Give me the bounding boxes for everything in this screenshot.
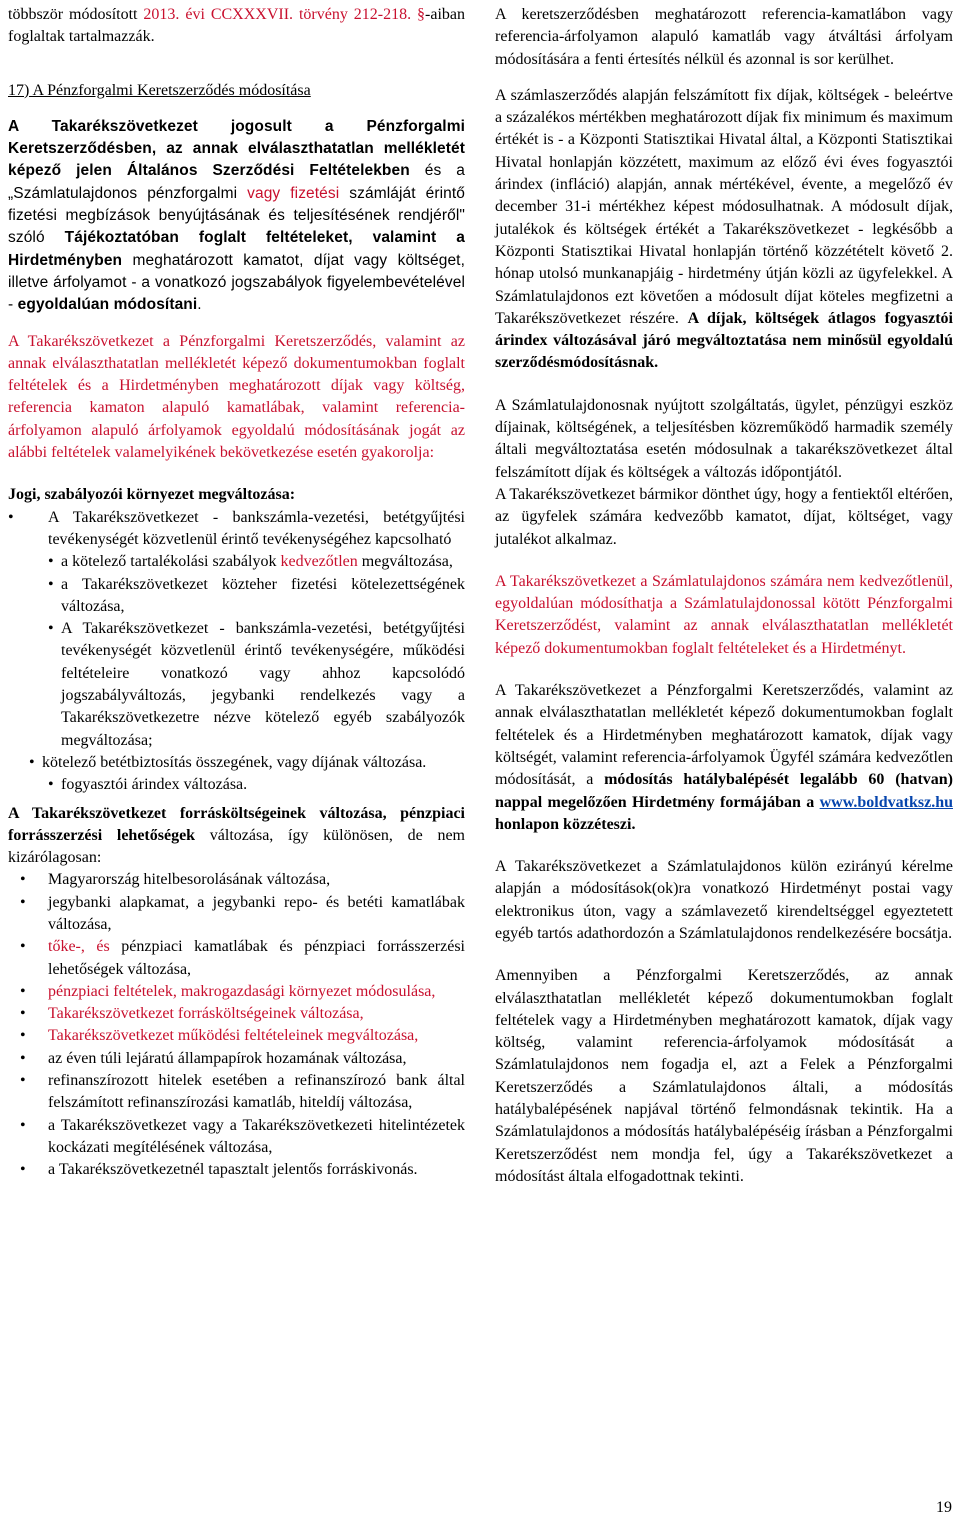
non-unfavourable-paragraph: A Takarékszövetkezet a Számlatulajdonos számára nem kedvezőtlenül, egyoldalúan módosíthatja a Számlatulajdonossal kötött Pénzforgalmi Keretszerződést, valamint az annak elválaszthatatlan mellékletét képező dokumentumokban foglalt feltételeket és a Hirdetményt. bbox=[495, 572, 953, 657]
bullet-icon: • bbox=[20, 1005, 26, 1023]
bullet-icon: • bbox=[20, 1116, 26, 1134]
list-item bbox=[8, 574, 465, 619]
list-item bbox=[8, 869, 465, 891]
list-item-text: pénzpiaci kamatlábak és pénzpiaci forrásszerzési lehetőségek változása, bbox=[48, 938, 465, 978]
list-item-text: jegybanki alapkamat, a jegybanki repo- és betéti kamatlábak változása, bbox=[48, 893, 465, 933]
list-item-text: a kötelező tartalékolási szabályok bbox=[61, 553, 281, 571]
bullet-icon: • bbox=[20, 893, 26, 911]
termination-paragraph: Amennyiben a Pénzforgalmi Keretszerződés, az annak elválaszthatatlan mellékletét képező dokumentumokban foglalt feltételek vagy a Hirdetményben meghatározott kamatok, díjak vagy költség, valamint referencia-árfolyamok módosítását a Számlatulajdonos nem fogadja el, azt a Felek a Pénzforgalmi Keretszerződés a Számlatulajdonos általi, a módosítás hatálybalépésének napjával történő felmondásnak tekintik. Ha a Számlatulajdonos a módosítás hatálybalépéséig írásban a Pénzforgalmi Keretszerződést nem mondja fel, úgy a Takarékszövetkezet a módosítást általa elfogadottnak tekinti. bbox=[495, 967, 953, 1185]
p1-part-d: számláját érintő fizetési megbízások benyújtásának és teljesítésének rendjéről" szóló bbox=[8, 184, 465, 247]
list-item-text: Magyarország hitelbesorolásának változása, bbox=[48, 871, 331, 889]
favourable-paragraph: A Takarékszövetkezet bármikor dönthet úgy, hogy a fentiektől eltérően, az ügyfelek számára kedvezőbb kamatot, díjat, költséget, vagy jutalékot alkalmaz. bbox=[495, 485, 953, 548]
p1-part-a: A Takarékszövetkezet jogosult a Pénzforgalmi Keretszerződésben, az annak elválaszthatatlan mellékletét képező jelen Általános Szerződési Feltételekben bbox=[8, 117, 465, 180]
list-item-text: refinanszírozott hitelek esetében a refinanszírozó bank által felszámított refinanszírozási kamatláb, hiteldíj változása, bbox=[48, 1072, 465, 1112]
p1-part-g: egyoldalúan módosítani bbox=[17, 296, 198, 314]
funding-bold: A Takarékszövetkezet forrásköltségeinek változása, pénzpiaci forrásszerzési lehetőségek bbox=[8, 804, 465, 844]
publication-text-end: honlapon közzéteszi. bbox=[495, 815, 636, 833]
list-item-text: A Takarékszövetkezet - bankszámla-vezetési, betétgyűjtési tevékenységét közvetlenül érintő tevékenységére, működési feltételeire vonatkozó vagy ahhoz kapcsolódó jogszabályváltozás, jegybanki rendelkezés vagy a Takarékszövetkezetre nézve kötelező egyéb szabályozók megváltozása; bbox=[61, 620, 465, 749]
list-item-text-red: Takarékszövetkezet működési feltételeinek megváltozása, bbox=[48, 1027, 419, 1045]
bullet-icon: • bbox=[20, 1072, 26, 1090]
list-item-text: a Takarékszövetkezetnél tapasztalt jelentős forráskivonás. bbox=[48, 1161, 418, 1179]
list-item bbox=[8, 936, 465, 981]
publication-text-bold: módosítás hatálybalépését legalább 60 (hatvan) nappal megelőzően Hirdetmény formájában a bbox=[495, 771, 953, 811]
list-item-text: A Takarékszövetkezet - bankszámla-vezetési, betétgyűjtési tevékenységét közvetlenül érintő tevékenységéhez kapcsolható bbox=[48, 508, 465, 548]
list-item bbox=[8, 1003, 465, 1025]
bullet-icon: • bbox=[48, 776, 54, 794]
list-item-text-red: Takarékszövetkezet forrásköltségeinek változása, bbox=[48, 1005, 364, 1023]
list-item-text: fogyasztói árindex változása. bbox=[61, 776, 248, 794]
intro-paragraph bbox=[8, 4, 465, 49]
fees-paragraph bbox=[495, 85, 953, 375]
section-heading-17: 17) A Pénzforgalmi Keretszerződés módosítása bbox=[8, 81, 311, 99]
bullet-icon: • bbox=[48, 575, 54, 593]
list-item-text: a Takarékszövetkezet közteher fizetési kötelezettségének változása, bbox=[61, 575, 465, 615]
p1-part-h: . bbox=[197, 296, 202, 314]
list-item bbox=[8, 1025, 465, 1047]
list-item bbox=[8, 752, 465, 774]
p1-part-e: Tájékoztatóban foglalt feltételeket, valamint a Hirdetményben bbox=[8, 229, 465, 269]
reference-rate-paragraph: A keretszerződésben meghatározott referencia-kamatlábon vagy referencia-árfolyamon alapuló kamatláb vagy átváltási árfolyam módosítására a fenti értesítés nélkül és azonnal is sor kerülhet. bbox=[495, 6, 953, 68]
bullet-icon: • bbox=[20, 982, 26, 1000]
bullet-icon: • bbox=[20, 1027, 26, 1045]
funding-rest: változása, így különösen, de nem kizárólagosan: bbox=[8, 826, 465, 867]
list-item-text: a Takarékszövetkezet vagy a Takarékszövetkezeti hitelintézetek kockázati megítélésének változása, bbox=[48, 1116, 465, 1156]
list-item-text: kötelező betétbiztosítás összegének, vagy díjának változása. bbox=[42, 753, 427, 771]
bullet-icon: • bbox=[20, 871, 26, 889]
list-item bbox=[8, 1070, 465, 1115]
fees-text-bold: A díjak, költségek átlagos fogyasztói árindex változásával járó megváltoztatása nem minősül egyoldalú szerződésmódosításnak. bbox=[495, 309, 953, 372]
list-item bbox=[8, 1115, 465, 1160]
bullet-icon: • bbox=[20, 1161, 26, 1179]
list-item bbox=[8, 892, 465, 937]
fees-text: A számlaszerződés alapján felszámított fix díjak, költségek - beleértve a százalékos mértékben meghatározott díjak fix minimum és maximum értékét is - a Központi Statisztikai Hivatal által, a Központi Statisztikai Hivatal honlapján közzétett, maximum az előző évi éves fogyasztói árindex (infláció) alapján, annak mértékével, évente, a megelőző év december 31-i mértékhez képest módosulhatnak. A módosult díjak, jutalékok és költségek értékét a Takarékszövetkezet - legkésőbb a Központi Statisztikai Hivatal honlapján történő közzétételt követő 2. hónap utolsó munkanapjáig - hirdetmény útján közli az ügyfelekkel. A Számlatulajdonos ezt követően a módosult díjat köteles megfizetni a Takarékszövetkezet részére. bbox=[495, 86, 953, 327]
intro-text-end: -aiban foglaltak tartalmazzák. bbox=[8, 6, 466, 46]
request-paragraph: A Takarékszövetkezet a Számlatulajdonos külön ezirányú kérelme alapján a módosítások(ok)ra vonatkozó Hirdetményt postai vagy elektronikus úton, vagy a számlavezető kirendeltséggel egyeztetett egyéb tartós adathordozón a Számlatulajdonos rendelkezésére bocsátja. bbox=[495, 858, 953, 942]
conditions-paragraph: A Takarékszövetkezet a Pénzforgalmi Keretszerződés, valamint az annak elválaszthatatlan mellékletét képező dokumentumokban foglalt feltételek és a Hirdetményben meghatározott díjak vagy költség, referencia kamaton alapuló kamatlábak, valamint referencia-árfolyamon alapuló árfolyamok egyoldalú módosításának jogát az alábbi feltételek valamelyikének bekövetkezése esetén gyakorolja: bbox=[8, 332, 465, 462]
intro-text: többször módosított bbox=[8, 6, 144, 23]
publication-paragraph bbox=[495, 680, 953, 836]
funding-paragraph bbox=[8, 803, 465, 870]
p1-part-c: vagy fizetési bbox=[247, 184, 340, 202]
list-item-text: megváltozása, bbox=[357, 553, 453, 571]
bullet-icon: • bbox=[20, 938, 26, 956]
publication-text: A Takarékszövetkezet a Pénzforgalmi Keretszerződés, valamint az annak elválaszthatatlan mellékletét képező dokumentumokban foglalt feltételek és a Hirdetményben meghatározott kamatok, díjak vagy költségét, valamint referencia-árfolyamok Ügyfél számára kedvezőtlen módosítását, a bbox=[495, 682, 953, 789]
bullet-icon: • bbox=[20, 1049, 26, 1067]
list-item bbox=[8, 774, 465, 796]
list-item bbox=[8, 981, 465, 1003]
list-item-text-red: pénzpiaci feltételek, makrogazdasági környezet módosulása, bbox=[48, 982, 436, 1000]
law-reference: 2013. évi CCXXXVII. törvény 212-218. § bbox=[143, 6, 426, 23]
legal-environment-heading: Jogi, szabályozói környezet megváltozása: bbox=[8, 486, 296, 504]
list-item-text-red: kedvezőtlen bbox=[280, 553, 358, 571]
list-item-text: az éven túli lejáratú állampapírok hozamának változása, bbox=[48, 1049, 407, 1067]
modification-right-paragraph bbox=[8, 116, 465, 317]
list-item bbox=[8, 618, 465, 752]
website-link[interactable]: www.boldvatksz.hu bbox=[819, 793, 953, 811]
list-item bbox=[8, 551, 465, 573]
bullet-icon: • bbox=[48, 620, 54, 638]
third-party-paragraph: A Számlatulajdonosnak nyújtott szolgáltatás, ügylet, pénzügyi eszköz díjainak, költségének, a teljesítésben közreműködő harmadik személy általi megváltoztatása esetén módosulnak a takarékszövetkezet által felszámított díjak és költségek a változás időpontjától. bbox=[495, 396, 953, 481]
left-column bbox=[8, 4, 465, 1182]
bullet-icon: • bbox=[8, 508, 14, 526]
list-item bbox=[8, 1159, 465, 1181]
p1-part-b: és a „Számlatulajdonos pénzforgalmi bbox=[8, 162, 465, 202]
bullet-icon: • bbox=[48, 553, 54, 571]
list-item bbox=[8, 1048, 465, 1070]
bullet-icon: • bbox=[29, 753, 35, 771]
list-item-text-red: tőke-, és bbox=[48, 938, 110, 956]
p1-part-f: meghatározott kamatot, díjat vagy költséget, illetve árfolyamot - a vonatkozó jogszabályok figyelembevételével - bbox=[8, 251, 465, 314]
page-number: 19 bbox=[936, 1499, 952, 1516]
right-column bbox=[495, 4, 953, 1188]
list-item bbox=[8, 507, 465, 552]
